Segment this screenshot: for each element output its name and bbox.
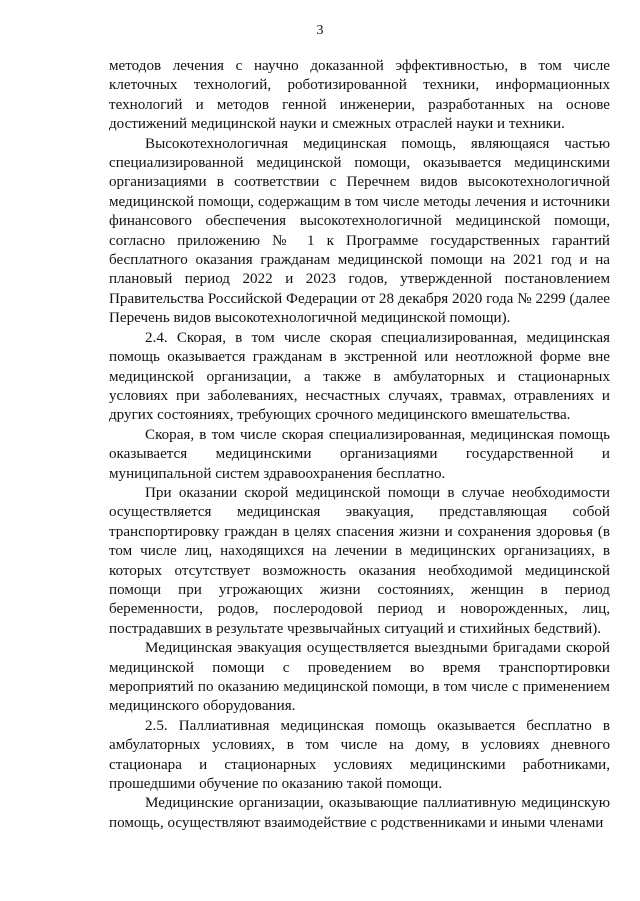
paragraph-evacuation-teams: Медицинская эвакуация осуществляется выездными бригадами скорой медицинской помощи с проведением во время транспортировки мероприятий по оказанию медицинской помощи, в том числе с применением медицинского оборудования.: [109, 640, 610, 715]
paragraph-2-4-emergency-care: 2.4. Скорая, в том числе скорая специализированная, медицинская помощь оказывается гражданам в экстренной или неотложной форме вне медицинской организации, а также в амбулаторных и стационарных условиях при заболеваниях, несчастных случаях, травмах, отравлениях и других состояниях, требующих срочного медицинского вмешательства.: [109, 329, 610, 424]
page-number: 3: [316, 23, 324, 38]
paragraph-medical-evacuation: При оказании скорой медицинской помощи в случае необходимости осуществляется медицинская эвакуация, представляющая собой транспортировку граждан в целях спасения жизни и сохранения здоровья (в том числе лиц, находящихся на лечении в медицинских организациях, в которых отсутствует возможность оказания необходимой медицинской помощи при угрожающих жизни состояниях, женщин в период беременности, родов, послеродовой период и новорожденных, лиц, пострадавших в результате чрезвычайных ситуаций и стихийных бедствий).: [109, 484, 610, 637]
document-body: [109, 57, 610, 833]
paragraph-palliative-organizations: Медицинские организации, оказывающие паллиативную медицинскую помощь, осуществляют взаимодействие с родственниками и иными членами: [109, 795, 610, 831]
paragraph-2-5-palliative-care: 2.5. Паллиативная медицинская помощь оказывается бесплатно в амбулаторных условиях, в том числе на дому, в условиях дневного стационара и стационарных условиях медицинскими работниками, прошедшими обучение по оказанию такой помощи.: [109, 717, 610, 793]
paragraph-continuation: методов лечения с научно доказанной эффективностью, в том числе клеточных технологий, роботизированной техники, информационных технологий и методов генной инженерии, разработанных на основе достижений медицинской науки и смежных отраслей науки и техники.: [109, 58, 610, 133]
paragraph-high-tech-care: Высокотехнологичная медицинская помощь, являющаяся частью специализированной медицинской помощи, оказывается медицинскими организациями в соответствии с Перечнем видов высокотехнологичной медицинской помощи, содержащим в том числе методы лечения и источники финансового обеспечения высокотехнологичной медицинской помощи, согласно приложению № 1 к Программе государственных гарантий бесплатного оказания гражданам медицинской помощи на 2021 год и на плановый период 2022 и 2023 годов, утвержденной постановлением Правительства Российской Федерации от 28 декабря 2020 года № 2299 (далее Перечень видов высокотехнологичной медицинской помощи).: [109, 135, 610, 327]
paragraph-emergency-free: Скорая, в том числе скорая специализированная, медицинская помощь оказывается медицинскими организациями государственной и муниципальной систем здравоохранения бесплатно.: [109, 426, 610, 482]
